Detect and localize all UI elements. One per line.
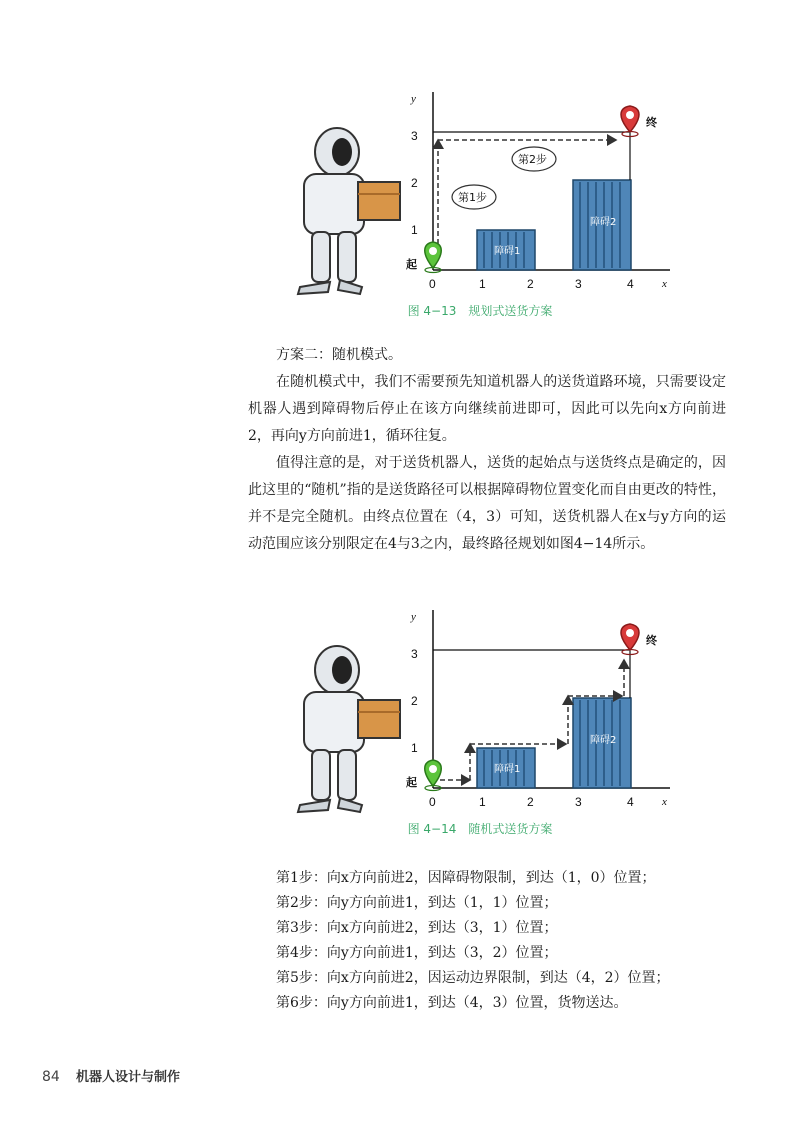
x-tick-4: 4 [627, 277, 634, 291]
page-number: 84 [42, 1069, 60, 1085]
x-tick-0: 0 [429, 277, 436, 291]
step-item: 第1步：向x方向前进2，因障碍物限制，到达（1，0）位置； [276, 870, 656, 886]
paragraph-2: 值得注意的是，对于送货机器人，送货的起始点与送货终点是确定的，因此这里的“随机”指的是送货路径可以根据障碍物位置变化而自由更改的特性，并不是完全随机。由终点位置在（4，3）可知，送货机器人在x与y方向的运动范围应该分别限定在4与3之内，最终路径规划如图4−14所示。 [248, 455, 726, 552]
obstacle-1-label: 障碍1 [494, 764, 521, 775]
y-tick-3: 3 [411, 647, 418, 661]
y-axis-label: y [411, 611, 416, 623]
x-tick-4: 4 [627, 795, 634, 809]
figure-4-14 [270, 600, 690, 840]
step-1-bubble [452, 185, 496, 209]
steps-list [276, 866, 736, 1016]
step-item: 第4步：向y方向前进1，到达（3，2）位置； [276, 945, 558, 961]
figure-4-14-caption: 图 4−14 随机式送货方案 [407, 822, 553, 836]
y-tick-2: 2 [411, 176, 418, 190]
obstacle-2 [573, 698, 631, 788]
step-item: 第2步：向y方向前进1，到达（1，1）位置； [276, 895, 558, 911]
figure-4-13-diagram [270, 82, 690, 322]
y-tick-1: 1 [411, 223, 418, 237]
step-item: 第5步：向x方向前进2，因运动边界限制，到达（4，2）位置； [276, 970, 670, 986]
book-title: 机器人设计与制作 [75, 1070, 180, 1085]
y-axis-label: y [411, 93, 416, 105]
x-tick-0: 0 [429, 795, 436, 809]
obstacle-2-label: 障碍2 [590, 735, 617, 746]
obstacle-2 [573, 180, 631, 270]
y-tick-3: 3 [411, 129, 418, 143]
end-pin [621, 624, 639, 655]
step-item: 第6步：向y方向前进1，到达（4，3）位置，货物送达。 [276, 995, 628, 1011]
step-2-bubble [512, 147, 556, 171]
paragraph-1: 在随机模式中，我们不需要预先知道机器人的送货道路环境，只需要设定机器人遇到障碍物后停止在该方向继续前进即可，因此可以先向x方向前进2，再向y方向前进1，循环往复。 [248, 374, 726, 444]
x-tick-1: 1 [479, 277, 486, 291]
step-1-label: 第1步 [458, 191, 487, 204]
start-label: 起 [406, 258, 417, 271]
x-tick-1: 1 [479, 795, 486, 809]
start-pin [425, 760, 442, 791]
end-label: 终 [646, 634, 657, 647]
obstacle-2-label: 障碍2 [590, 217, 617, 228]
x-tick-2: 2 [527, 795, 534, 809]
robot-illustration [298, 128, 400, 294]
obstacle-1-label: 障碍1 [494, 246, 521, 257]
step-2-label: 第2步 [518, 153, 547, 166]
start-label: 起 [406, 776, 417, 789]
x-tick-3: 3 [575, 277, 582, 291]
x-axis-label: x [662, 796, 667, 808]
end-pin [621, 106, 639, 137]
y-tick-2: 2 [411, 694, 418, 708]
figure-4-13 [270, 82, 690, 322]
obstacle-1 [477, 748, 535, 788]
figure-4-14-diagram [270, 600, 690, 840]
y-tick-1: 1 [411, 741, 418, 755]
x-tick-3: 3 [575, 795, 582, 809]
x-tick-2: 2 [527, 277, 534, 291]
robot-illustration [298, 646, 400, 812]
start-pin [425, 242, 442, 273]
step-item: 第3步：向x方向前进2，到达（3，1）位置； [276, 920, 558, 936]
page-footer [42, 1066, 180, 1085]
end-label: 终 [646, 116, 657, 129]
figure-4-13-caption: 图 4−13 规划式送货方案 [407, 304, 553, 318]
obstacle-1 [477, 230, 535, 270]
body-text [248, 342, 726, 558]
x-axis-label: x [662, 278, 667, 290]
section-heading: 方案二：随机模式。 [276, 347, 402, 363]
